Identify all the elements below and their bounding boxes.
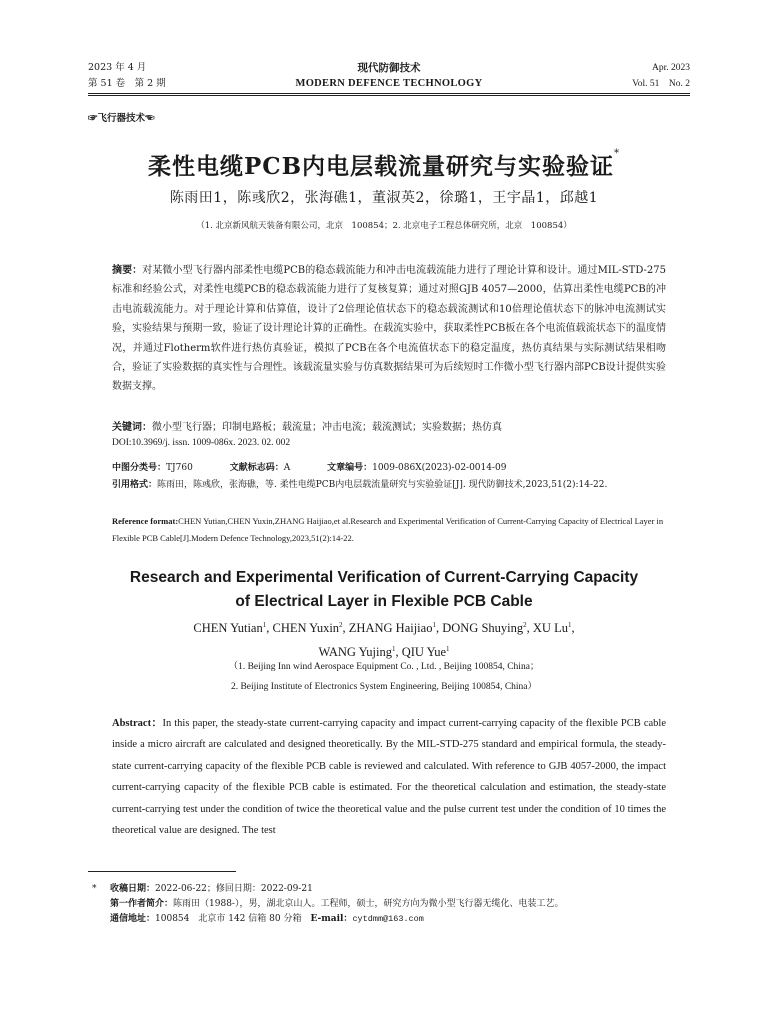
affiliations-cn: （1. 北京新风航天装备有限公司，北京 100854；2. 北京电子工程总体研究所，北京 100854） bbox=[196, 221, 572, 231]
author-en: CHEN Yuxin bbox=[272, 621, 340, 636]
citation-en-label: Reference format: bbox=[112, 516, 179, 526]
author-bio-label: 第一作者简介： bbox=[110, 899, 174, 909]
author-en: CHEN Yutian bbox=[193, 621, 263, 636]
footnote-rule bbox=[88, 871, 236, 872]
citation-en bbox=[112, 513, 672, 547]
keywords-cn-label: 关键词： bbox=[112, 422, 152, 433]
keywords-cn bbox=[112, 419, 666, 436]
document-code bbox=[230, 463, 291, 473]
header-volume-cn: 第 51 卷 第 2 期 bbox=[88, 78, 166, 89]
header-issue-en bbox=[632, 60, 690, 92]
email-link[interactable]: cytdmm@163.com bbox=[352, 914, 424, 924]
journal-name-cn: 现代防御技术 bbox=[357, 62, 421, 74]
title-footnote-mark: * bbox=[614, 148, 621, 159]
received-label: 收稿日期： bbox=[110, 884, 156, 894]
received-dates: 2022-06-22；修回日期：2022-09-21 bbox=[155, 884, 313, 894]
address-label: 通信地址： bbox=[110, 914, 156, 924]
header-rule-thin bbox=[88, 95, 690, 96]
keywords-cn-text: 微小型飞行器；印制电路板；载流量；冲击电流；载流测试；实验数据；热仿真 bbox=[152, 422, 502, 433]
footnote-author-bio bbox=[98, 897, 678, 912]
authors-en-line2: WANG Yujing$^1$, QIU Yue$^1$ bbox=[318, 645, 450, 660]
footnote-address bbox=[98, 912, 678, 927]
footnote-star: * bbox=[92, 884, 97, 894]
doc-label: 文献标志码： bbox=[229, 463, 284, 473]
header-date-en: Apr. 2023 bbox=[652, 63, 690, 73]
citation-cn bbox=[112, 477, 672, 494]
abstract-en bbox=[112, 713, 666, 841]
affiliation-en-1: （1. Beijing Inn wind Aerospace Equipment Co. , Ltd. , Beijing 100854, China； bbox=[228, 662, 540, 672]
journal-name bbox=[88, 60, 690, 92]
art-value: 1009-086X(2023)-02-0014-09 bbox=[372, 463, 507, 473]
header-volume-en: Vol. 51 No. 2 bbox=[632, 79, 690, 89]
doi[interactable]: DOI:10.3969/j. issn. 1009-086x. 2023. 02. 002 bbox=[112, 438, 291, 448]
title-en-line1: Research and Experimental Verification of Current-Carrying Capacity bbox=[129, 569, 639, 586]
authors-cn: 陈雨田1，陈彧欣2，张海礁1，董淑英2，徐璐1，王宇晶1，邱越1 bbox=[169, 190, 599, 206]
citation-en-text: CHEN Yutian,CHEN Yuxin,ZHANG Haijiao,et al.Research and Experimental Verification of Current-Carrying Capacity of Electrical Layer in Flexible PCB Cable[J].Modern Defence Technology,2023,51(2):14-22. bbox=[112, 516, 664, 543]
title-en-line2: of Electrical Layer in Flexible PCB Cable bbox=[235, 593, 533, 610]
column-tag: ☞飞行器技术☜ bbox=[88, 113, 155, 124]
doc-value: A bbox=[283, 463, 291, 473]
header-rule bbox=[88, 93, 690, 94]
title-en bbox=[0, 566, 768, 614]
citation-cn-label: 引用格式： bbox=[112, 480, 158, 490]
title-cn bbox=[0, 148, 768, 181]
clc-code bbox=[112, 463, 193, 473]
header-date-cn: 2023 年 4 月 bbox=[88, 62, 147, 73]
abstract-cn bbox=[112, 261, 666, 397]
clc-label: 中图分类号： bbox=[112, 463, 167, 473]
author-en: ZHANG Haijiao bbox=[348, 621, 433, 636]
abstract-en-label: Abstract： bbox=[112, 718, 163, 729]
author-en: XU Lu bbox=[532, 621, 568, 636]
authors-en-line1: CHEN Yutian$^1$, CHEN Yuxin$^2$, ZHANG Haijiao$^1$, DONG Shuying$^2$, XU Lu$^1$, bbox=[193, 621, 575, 636]
affiliations-en bbox=[0, 657, 768, 697]
address-text: 100854 北京市 142 信箱 80 分箱 bbox=[155, 914, 302, 924]
author-en: QIU Yue bbox=[401, 645, 447, 660]
citation-cn-text: 陈雨田，陈彧欣，张海礁，等. 柔性电缆PCB内电层载流量研究与实验验证[J]. 现代防御技术,2023,51(2):14-22. bbox=[157, 480, 608, 490]
classification-line bbox=[112, 461, 666, 475]
affiliation-en-2: 2. Beijing Institute of Electronics System Engineering, Beijing 100854, China） bbox=[230, 682, 538, 692]
author-en: WANG Yujing bbox=[318, 645, 392, 660]
title-cn-text: 柔性电缆PCB内电层载流量研究与实验验证 bbox=[147, 153, 615, 180]
footnote-received bbox=[98, 882, 678, 897]
author-bio-text: 陈雨田（1988-），男，湖北京山人。工程师，硕士，研究方向为微小型飞行器无缆化、电装工艺。 bbox=[173, 899, 564, 909]
abstract-cn-text: 对某微小型飞行器内部柔性电缆PCB的稳态载流能力和冲击电流载流能力进行了理论计算和设计。通过MIL-STD-275标准和经验公式，对柔性电缆PCB的稳态载流能力进行了复核复算；通过对照GJB 4057—2000，估算出柔性电缆PCB的冲击电流载流能力。对于理论计算和估算值，设计了2倍理论值状态下的稳态载流测试和10倍理论值状态下的脉冲电流测试实验，实验结果与预期一致，验证了设计理论计算的正确性。在载流实验中，获取柔性PCB板在各个电流值载流状态下的温度情况，并通过Flotherm软件进行热仿真验证，模拟了PCB在各个电流值状态下的稳定温度，热仿真结果与实际测试结果相吻合，验证了实验数据的真实性与合理性。该载流量实验与仿真数据结果可为后续短时工作微小型飞行器内部PCB设计提供实验数据支撑。 bbox=[112, 265, 666, 393]
journal-name-en: MODERN DEFENCE TECHNOLOGY bbox=[295, 78, 483, 89]
abstract-cn-label: 摘要： bbox=[112, 265, 143, 276]
abstract-en-text: In this paper, the steady-state current-carrying capacity and impact current-carrying capacity of the flexible PCB cable inside a micro aircraft are calculated and designed theoretically. By the MIL-STD-275 standard and empirical formula, the steady-state current-carrying capacity of the flexible PCB cable is reviewed and calculated. With reference to GJB 4057-2000, the impact current-carrying capacity of the flexible PCB cable is estimated. For the theoretical calculation and estimation, the steady-state current-carrying test under the condition of twice the theoretical value and the pulse current test under the condition of 10 times the theoretical value are designed. The test bbox=[112, 718, 666, 837]
art-label: 文章编号： bbox=[327, 463, 373, 473]
running-header bbox=[88, 60, 690, 92]
article-number bbox=[327, 463, 506, 473]
author-en: DONG Shuying bbox=[442, 621, 524, 636]
email-label: E-mail： bbox=[310, 914, 353, 924]
footnotes bbox=[92, 882, 678, 927]
clc-value: TJ760 bbox=[166, 463, 193, 473]
